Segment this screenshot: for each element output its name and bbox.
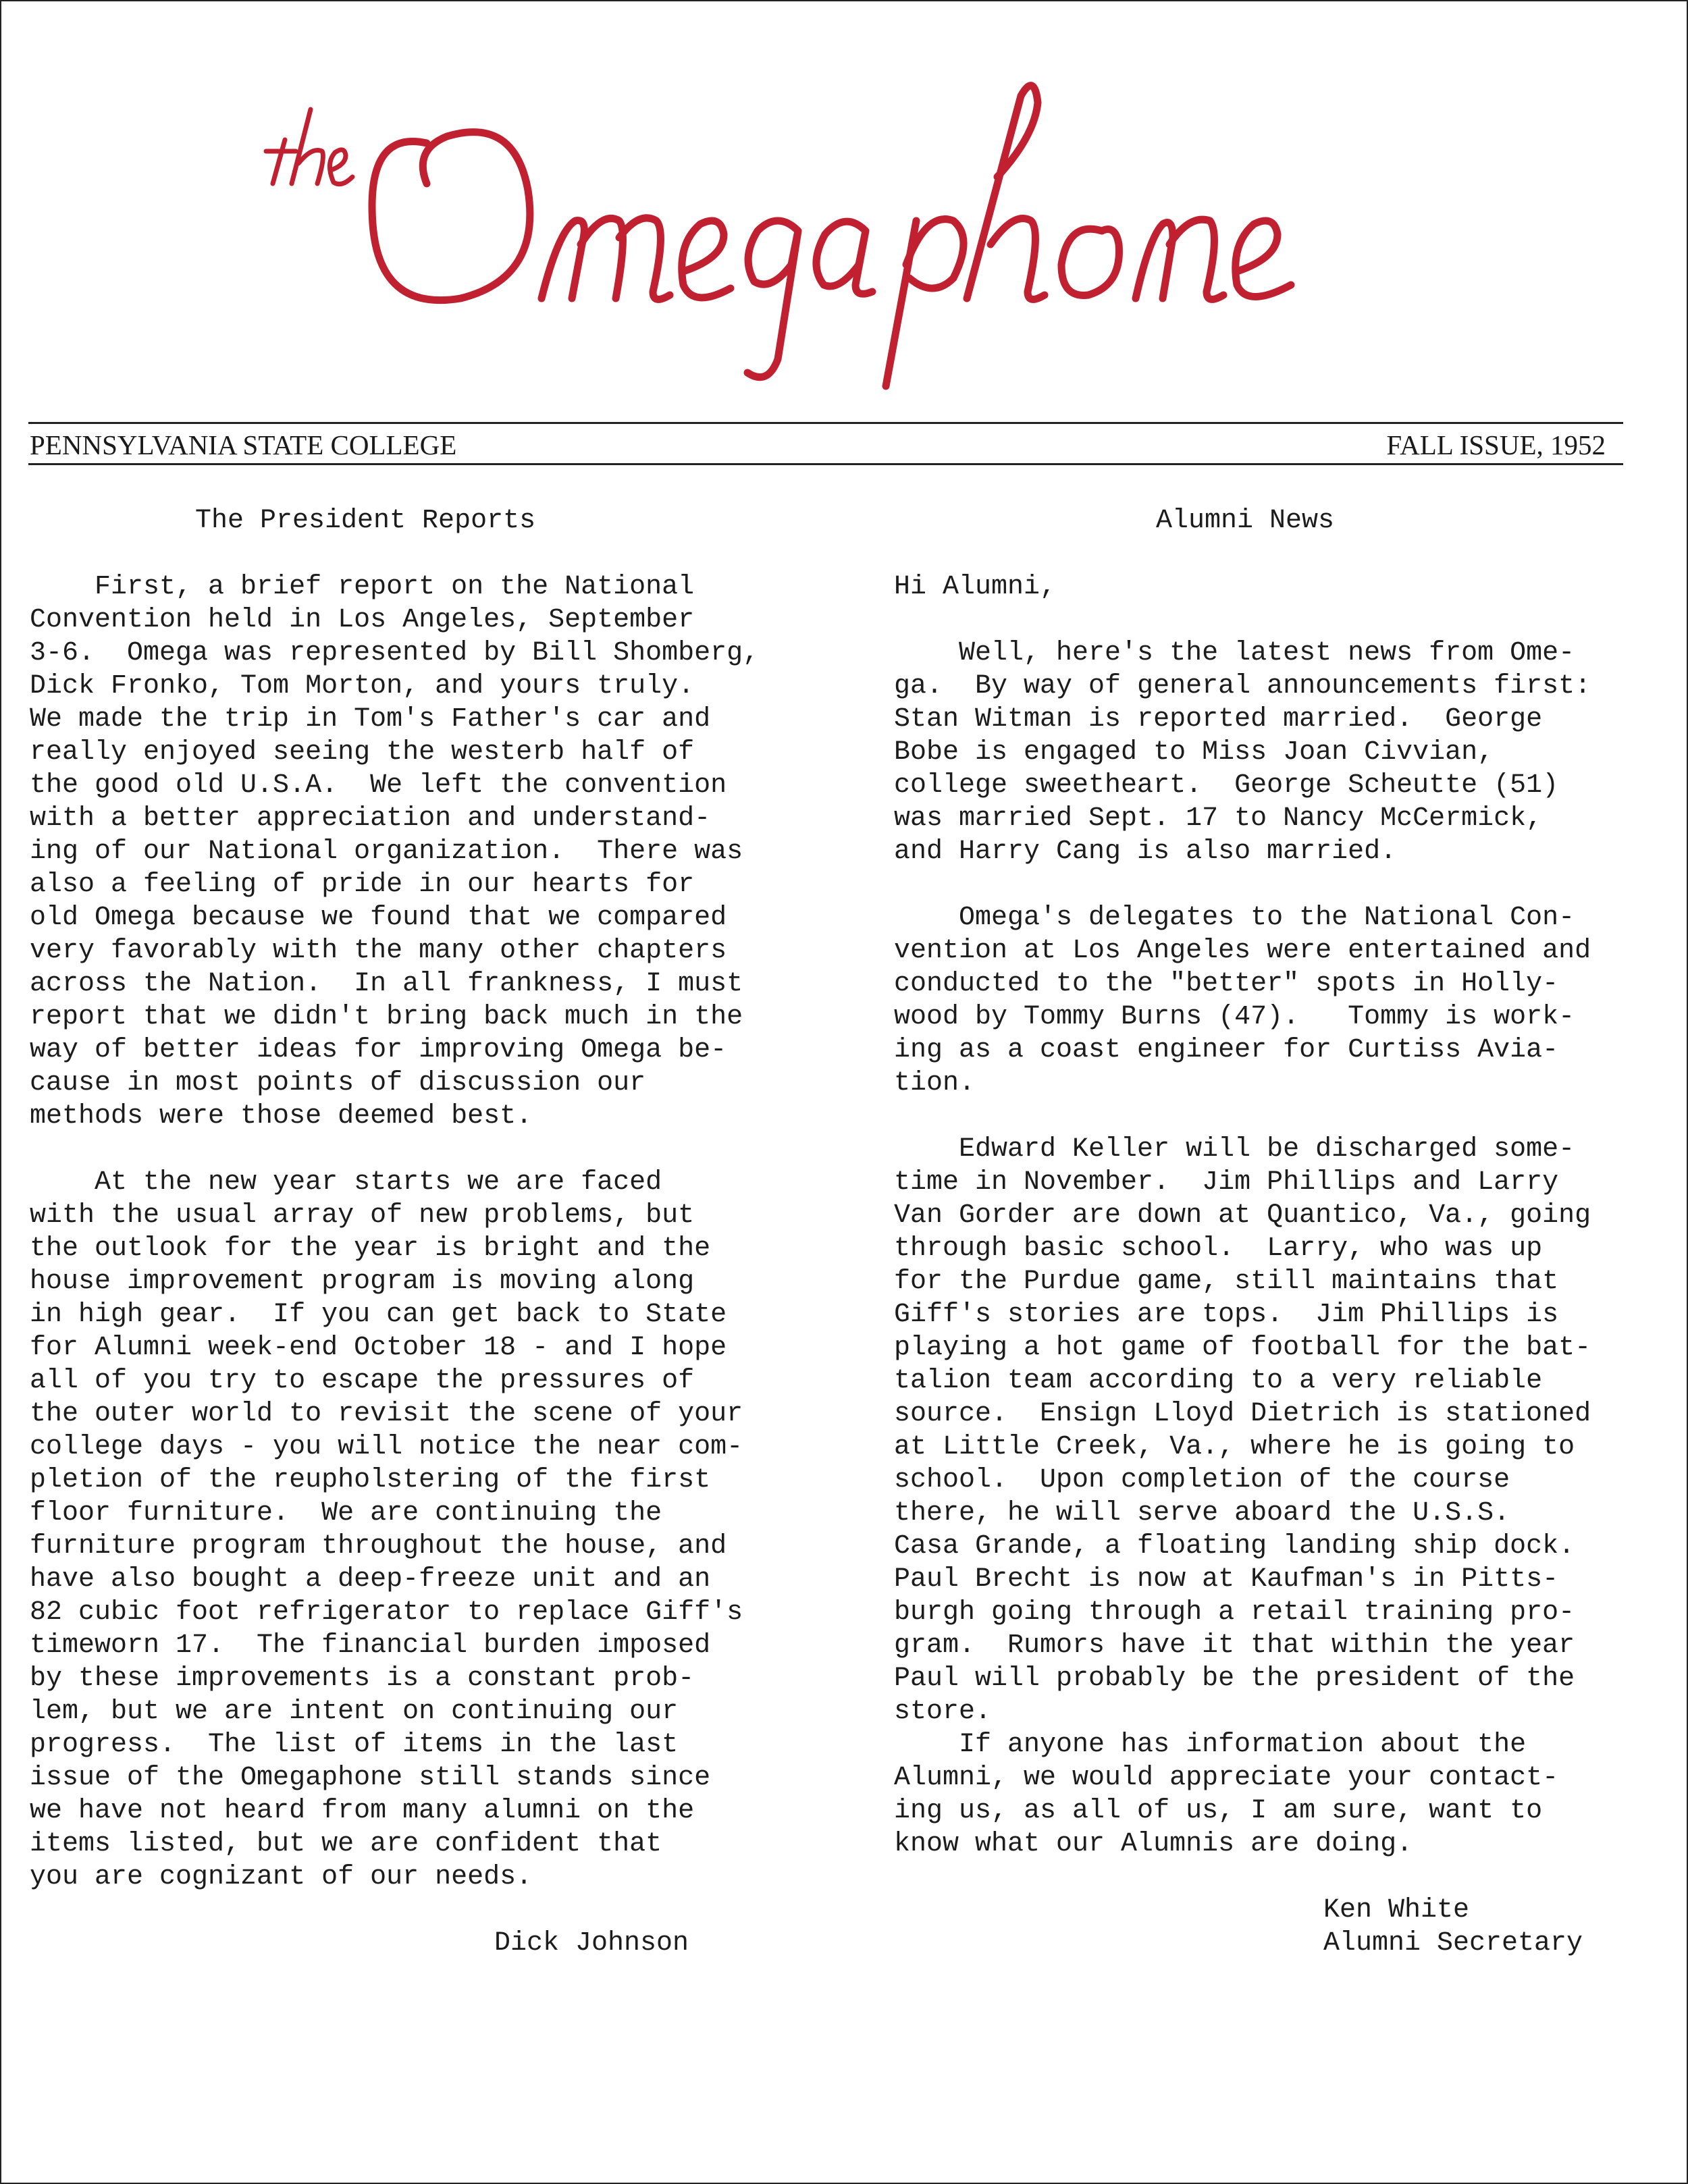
alumni-signature-title: Alumni Secretary [1323,1928,1583,1959]
alumni-news-paragraph-2: Omega's delegates to the National Con- vention at Los Angeles were entertained and conducted to the "better" spots in Holly- wood by Tommy Burns (47). Tommy is work- ing as a coast engineer for Curtiss Avia- tion. [894,903,1591,1098]
alumni-news-column [894,504,1650,1960]
alumni-news-paragraph-1: Well, here's the latest news from Ome- ga. By way of general announcements first: Stan Witman is reported married. George Bobe is engaged to Miss Joan Civvian, college sweetheart. George Scheutte (51) was married Sept. 17 to Nancy McCermick, and Harry Cang is also married. [894,638,1591,867]
alumni-signature-name: Ken White [1323,1895,1470,1925]
alumni-news-paragraph-4: If anyone has information about the Alumni, we would appreciate your contact- ing us, as all of us, I am sure, want to know what our Alumnis are doing. [894,1730,1559,1859]
issue-date: FALL ISSUE, 1952 [1386,429,1606,460]
president-signature: Dick Johnson [494,1928,689,1959]
top-rule [28,422,1623,424]
alumni-news-paragraph-3: Edward Keller will be discharged some- time in November. Jim Phillips and Larry Van Gorder are down at Quantico, Va., going through basic school. Larry, who was up for the Purdue game, still maintains that Giff's stories are tops. Jim Phillips is playing a hot game of football for the bat- talion team according to a very reliable source. Ensign Lloyd Dietrich is stationed at Little Creek, Va., where he is going to school. Upon completion of the course there, he will serve aboard the U.S.S. Casa Grande, a floating landing ship dock. Paul Brecht is now at Kaufman's in Pitts- burgh going through a retail training pro- gram. Rumors have it that within the year Paul will probably be the president of the store. [894,1134,1591,1727]
bottom-rule [28,463,1623,465]
president-report-heading: The President Reports [195,506,536,536]
masthead-logo-svg [258,76,1446,393]
president-report-paragraph-1: First, a brief report on the National Convention held in Los Angeles, September 3-6. Omega was represented by Bill Shomberg, Dick Fronko, Tom Morton, and yours truly. We made the trip in Tom's Father's car and really enjoyed seeing the westerb half of the good old U.S.A. We left the convention with a better appreciation and understand- ing of our National organization. There was also a feeling of pride in our hearts for old Omega because we found that we compared very favorably with the many other chapters across the Nation. In all frankness, I must report that we didn't bring back much in the way of better ideas for improving Omega be- cause in most points of discussion our methods were those deemed best. [30,572,760,1131]
college-name: PENNSYLVANIA STATE COLLEGE [30,429,457,460]
alumni-greeting: Hi Alumni, [894,572,1057,602]
alumni-news-heading: Alumni News [1156,506,1335,536]
president-report-paragraph-2: At the new year starts we are faced with the usual array of new problems, but the outlook for the year is bright and the house improvement program is moving along in high gear. If you can get back to State for Alumni week-end October 18 - and I hope all of you try to escape the pressures of the outer world to revisit the scene of your college days - you will notice the near com- pletion of the reupholstering of the first floor furniture. We are continuing the furniture program throughout the house, and have also bought a deep-freeze unit and an 82 cubic foot refrigerator to replace Giff's timeworn 17. The financial burden imposed by these improvements is a constant prob- lem, but we are intent on continuing our progress. The list of items in the last issue of the Omegaphone still stands since we have not heard from many alumni on the items listed, but we are confident that you are cognizant of our needs. [30,1167,743,1892]
president-report-column [30,504,793,1960]
masthead-logo [258,76,1446,393]
